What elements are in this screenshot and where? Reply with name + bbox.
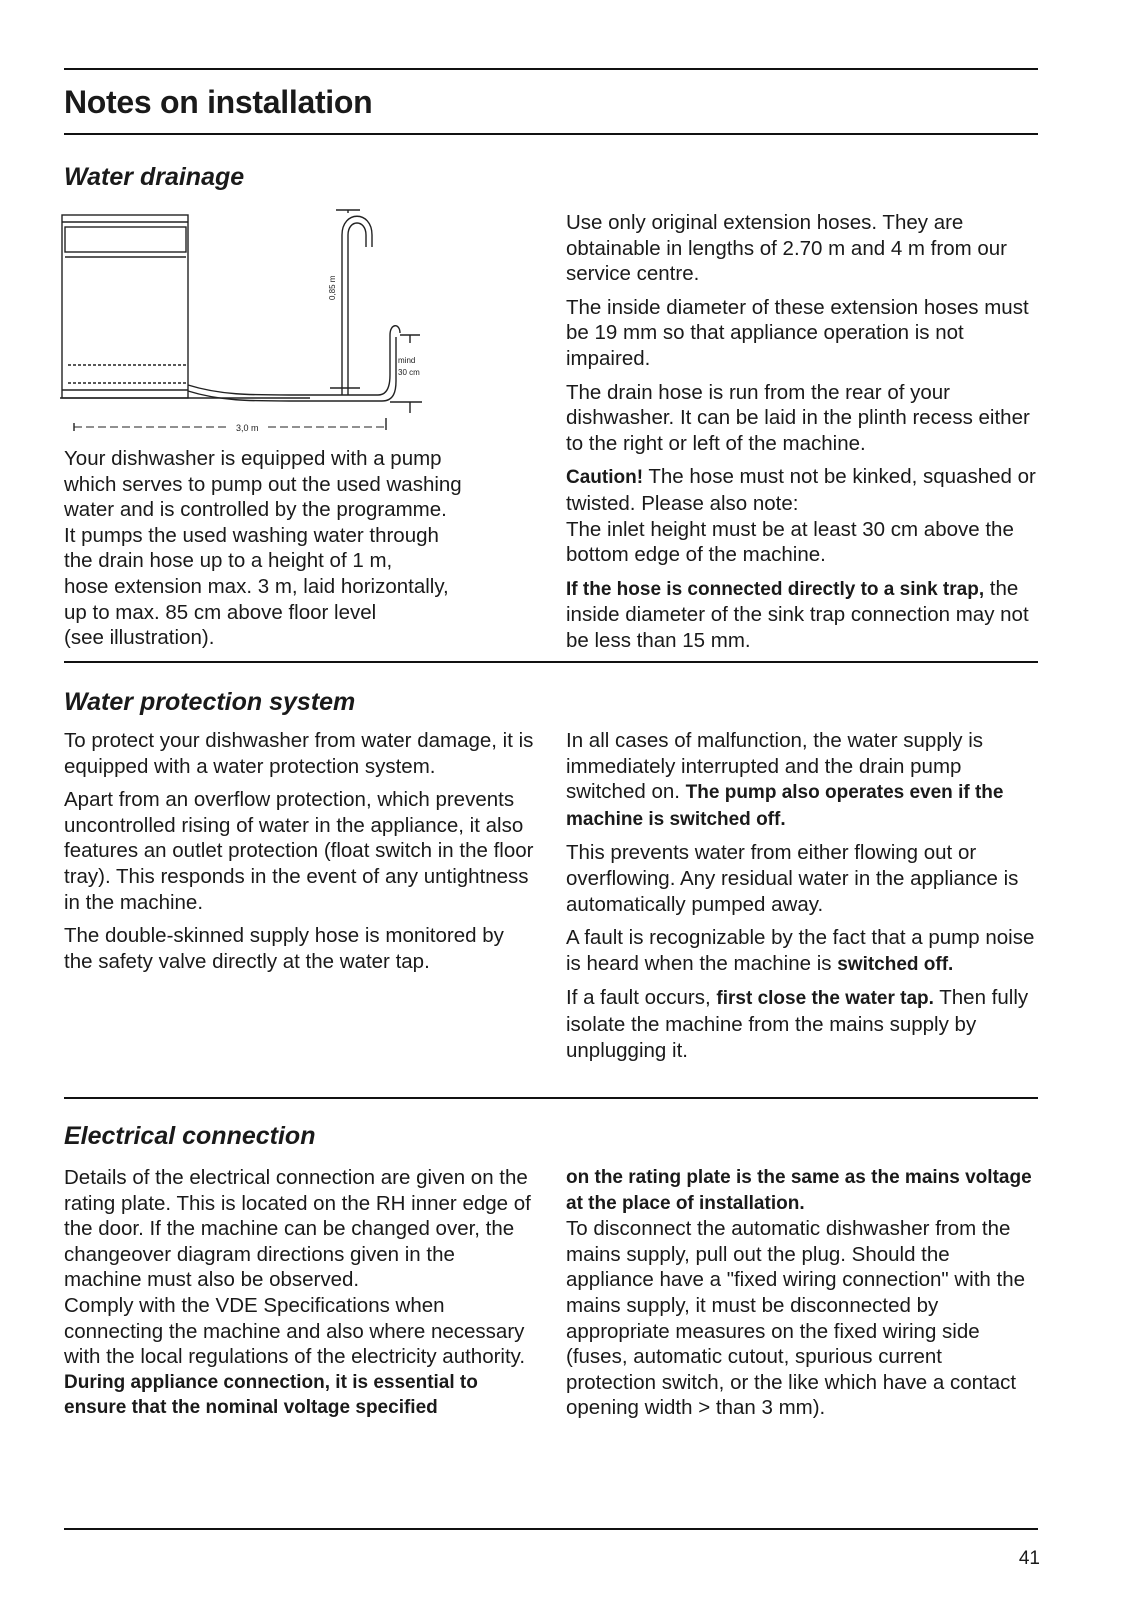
min-value-label: 30 cm <box>398 368 420 377</box>
water-drainage-heading: Water drainage <box>64 163 245 191</box>
fault-recognizable-body: A fault is recognizable by the fact that a pump noise is heard when the machine is <box>566 926 1035 975</box>
drainage-pump-text <box>64 446 534 651</box>
drainage-line-7: up to max. 85 cm above floor level <box>64 600 377 624</box>
top-rule <box>64 68 1038 70</box>
fault-occurs-body: If a fault occurs, <box>566 986 717 1010</box>
extension-hoses-text: Use only original extension hoses. They are obtainable in lengths of 2.70 m and 4 m from our service centre. <box>566 211 1008 286</box>
water-drainage-right-column <box>566 210 1036 654</box>
fault-occurs-text <box>566 985 1036 1063</box>
drainage-illustration <box>60 205 460 445</box>
prevents-water-text: This prevents water from either flowing out or overflowing. Any residual water in the appliance is automatically pumped away. <box>566 841 1019 916</box>
caution-body: The hose must not be kinked, squashed or twisted. Please also note: <box>566 465 1036 515</box>
disconnect-text: To disconnect the automatic dishwasher from the mains supply, pull out the plug. Should the appliance have a "fixed wiring connection" with the mains supply, it must be disconnected by appropriate measures on the fixed wiring side (fuses, automatic cutout, spurious current protection switch, or the like which have a contact opening width > than 3 mm). <box>566 1217 1025 1420</box>
title-rule <box>64 133 1038 135</box>
rating-plate-text: Details of the electrical connection are given on the rating plate. This is located on the RH inner edge of the door. If the machine can be changed over, the changeover diagram directions given in the machine must also be observed. <box>64 1166 531 1292</box>
fault-recognizable-text <box>566 925 1036 977</box>
water-protection-left-column <box>64 728 534 982</box>
sink-trap-bold: If the hose is connected directly to a sink trap, <box>566 578 985 600</box>
protection-intro-text: To protect your dishwasher from water damage, it is equipped with a water protection system. <box>64 729 534 778</box>
fault-occurs-rest: Then fully isolate the machine from the mains supply by unplugging it. <box>566 986 1029 1062</box>
water-protection-right-column <box>566 728 1036 1071</box>
nominal-voltage-bold: During appliance connection, it is essential to ensure that the nominal voltage specified <box>64 1371 478 1419</box>
sink-trap-body: the inside diameter of the sink trap connection may not be less than 15 mm. <box>566 576 1029 652</box>
protection-section-rule <box>64 1097 1038 1099</box>
overflow-protection-text: Apart from an overflow protection, which prevents uncontrolled rising of water in the appliance, it also features an outlet protection (float switch in the floor tray). This responds in the event of any untightness in the machine. <box>64 788 534 914</box>
mains-voltage-bold: on the rating plate is the same as the mains voltage at the place of installation. <box>566 1167 1032 1214</box>
drainage-line-4: It pumps the used washing water through <box>64 523 439 547</box>
water-protection-heading: Water protection system <box>64 688 356 716</box>
close-tap-bold: first close the water tap. <box>716 988 934 1010</box>
length-label: 3,0 m <box>236 423 259 433</box>
inlet-height-text: The inlet height must be at least 30 cm above the bottom edge of the machine. <box>566 517 1014 567</box>
drainage-line-6: hose extension max. 3 m, laid horizontally, <box>64 574 449 598</box>
drainage-line-2: which serves to pump out the used washing <box>64 472 462 496</box>
caution-label: Caution! <box>566 467 644 489</box>
drainage-section-rule <box>64 661 1038 663</box>
page-number: 41 <box>1018 1548 1040 1569</box>
electrical-connection-heading: Electrical connection <box>64 1122 316 1150</box>
inside-diameter-text: The inside diameter of these extension hoses must be 19 mm so that appliance operation is not impaired. <box>566 295 1029 370</box>
drainage-line-8: (see illustration). <box>64 626 215 650</box>
drainage-line-5: the drain hose up to a height of 1 m, <box>64 549 393 573</box>
electrical-right-column <box>566 1165 1036 1421</box>
pump-operates-bold: The pump also operates even if the machine is switched off. <box>566 782 1004 830</box>
sink-trap-text <box>566 576 1036 654</box>
supply-hose-text: The double-skinned supply hose is monitored by the safety valve directly at the water tap. <box>64 924 504 973</box>
malfunction-body: In all cases of malfunction, the water supply is immediately interrupted and the drain pump switched on. <box>566 729 984 804</box>
switched-off-bold: switched off. <box>837 953 954 975</box>
bottom-rule <box>64 1528 1038 1530</box>
malfunction-text <box>566 728 1036 832</box>
water-drainage-left-column <box>64 446 534 651</box>
page-title: Notes on installation <box>64 84 373 120</box>
drain-hose-text: The drain hose is run from the rear of your dishwasher. It can be laid in the plinth recess either to the right or left of the machine. <box>566 380 1030 455</box>
vde-text: Comply with the VDE Specifications when connecting the machine and also where necessary with the local regulations of the electricity authority. <box>64 1293 526 1369</box>
drainage-line-3: water and is controlled by the programme. <box>64 498 447 522</box>
caution-text <box>566 464 1036 516</box>
height-label: 0,85 m <box>328 275 337 300</box>
electrical-left-column <box>64 1165 534 1421</box>
drainage-line-1: Your dishwasher is equipped with a pump <box>64 447 442 470</box>
min-label: mind <box>398 356 416 365</box>
